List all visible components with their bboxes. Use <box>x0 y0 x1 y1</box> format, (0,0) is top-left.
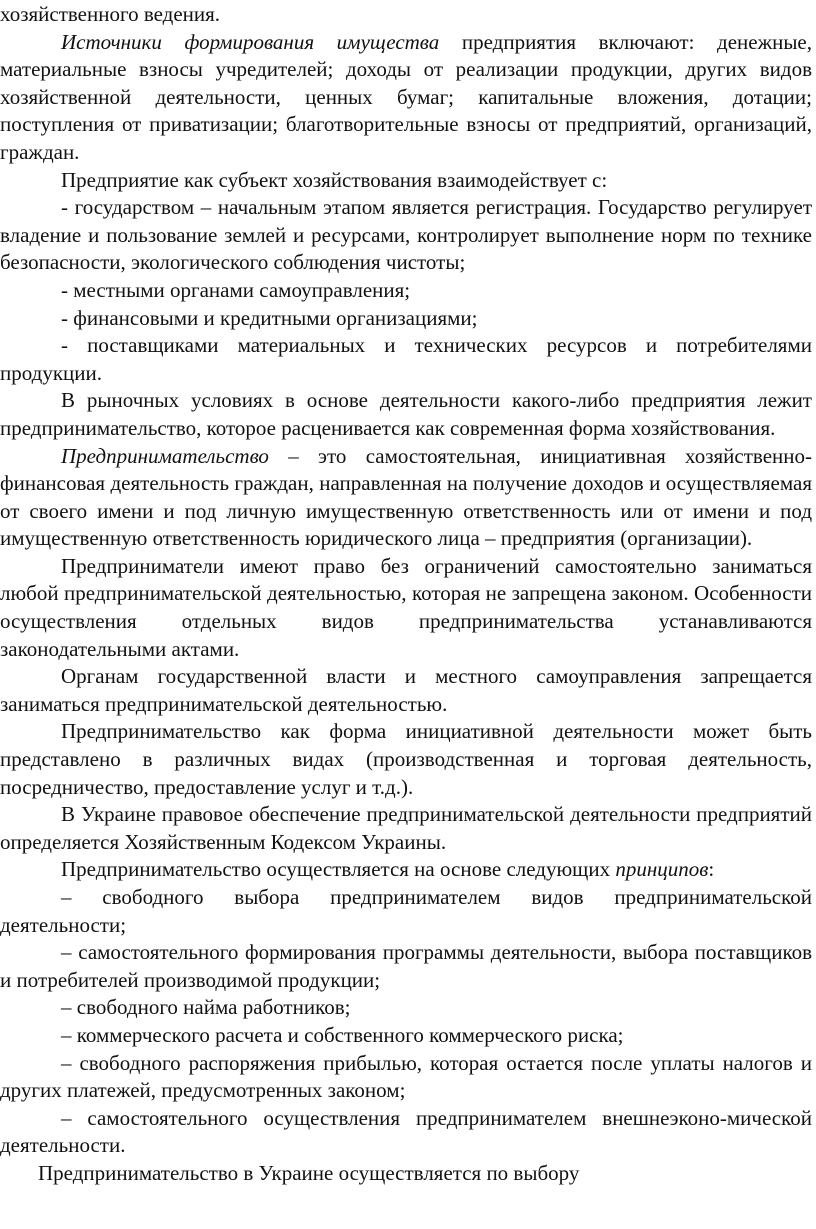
paragraph-entrepreneur-rights <box>0 553 812 663</box>
text-run: : <box>708 857 715 882</box>
text-run: – это самостоятельная, инициативная хозяйственно-финансовая деятельность граждан, направленная на получение доходов и осуществляемая от своего имени и под личную имущественную ответственность или от имени и под имущественную ответственность юридического лица – предприятия (организации). <box>0 443 812 551</box>
italic-term: принципов <box>615 857 709 882</box>
paragraph-continuation <box>0 1 812 29</box>
principle-item-free-choice <box>0 884 812 939</box>
italic-term: Предпринимательство <box>61 443 269 468</box>
text-run: - поставщиками материальных и технических ресурсов и потребителями продукции. <box>0 333 812 385</box>
principle-item-commercial-risk <box>0 1022 812 1050</box>
text-run: - местными органами самоуправления; <box>61 277 411 302</box>
principle-item-profit-disposal <box>0 1050 812 1105</box>
principle-item-foreign-trade <box>0 1105 812 1160</box>
text-run: - финансовыми и кредитными организациями; <box>61 305 478 330</box>
text-run: – свободного найма работников; <box>61 995 351 1020</box>
paragraph-trailing <box>0 1160 812 1188</box>
paragraph-forms <box>0 718 812 801</box>
text-run: – свободного выбора предпринимателем видов предпринимательской деятельности; <box>0 885 812 937</box>
text-run: Предприятие как субъект хозяйствования взаимодействует с: <box>61 167 608 192</box>
paragraph-market-conditions <box>0 387 812 442</box>
text-run: предприятия включают: денежные, материальные взносы учредителей; доходы от реализации продукции, других видов хозяйственной деятельности, ценных бумаг; капитальные вложения, дотации; поступления от приватизации; благотворительные взносы от предприятий, организаций, граждан. <box>0 29 812 164</box>
list-item-state <box>0 194 812 277</box>
paragraph-interaction-intro <box>0 167 812 195</box>
text-run: – самостоятельного осуществления предпринимателем внешнеэконо-мической деятельности. <box>0 1105 812 1158</box>
text-run: Органам государственной власти и местного самоуправления запрещается заниматься предпринимательской деятельностью. <box>0 664 812 716</box>
paragraph-entrepreneurship-definition <box>0 443 812 553</box>
text-run: - государством – начальным этапом является регистрация. Государство регулирует владение и пользование землей и ресурсами, контролирует выполнение норм по технике безопасности, экологического соблюдения чистоты; <box>0 195 812 275</box>
text-run: Предпринимательство осуществляется на основе следующих <box>61 857 616 882</box>
italic-term: Источники формирования имущества <box>61 29 440 54</box>
text-run: Предприниматели имеют право без ограничений самостоятельно заниматься любой предпринимательской деятельностью, которая не запрещена законом. Особенности осуществления отдельных видов предпринимательства устанавливаются законодательными актами. <box>0 553 812 661</box>
text-run: – коммерческого расчета и собственного коммерческого риска; <box>61 1022 624 1047</box>
list-item-suppliers <box>0 332 812 387</box>
text-run: – самостоятельного формирования программы деятельности, выбора поставщиков и потребителей производимой продукции; <box>0 940 812 992</box>
text-run: – свободного распоряжения прибылью, которая остается после уплаты налогов и других платежей, предусмотренных законом; <box>0 1050 812 1103</box>
paragraph-principles-intro <box>0 856 812 884</box>
list-item-financial-organizations <box>0 305 812 333</box>
text-run: В рыночных условиях в основе деятельности какого-либо предприятия лежит предпринимательство, которое расценивается как современная форма хозяйствования. <box>0 388 812 440</box>
list-item-local-government <box>0 277 812 305</box>
paragraph-property-sources <box>0 29 812 167</box>
principle-item-free-hiring <box>0 994 812 1022</box>
text-run: В Украине правовое обеспечение предпринимательской деятельности предприятий определяется Хозяйственным Кодексом Украины. <box>0 802 812 854</box>
paragraph-legal-basis <box>0 801 812 856</box>
principle-item-independent-program <box>0 939 812 994</box>
text-run: хозяйственного ведения. <box>0 2 221 26</box>
paragraph-government-prohibition <box>0 663 812 718</box>
text-run: Предпринимательство как форма инициативной деятельности может быть представлено в различных видах (производственная и торговая деятельность, посредничество, предоставление услуг и т.д.). <box>0 719 812 799</box>
text-run: Предпринимательство в Украине осуществляется по выбору <box>38 1160 580 1185</box>
